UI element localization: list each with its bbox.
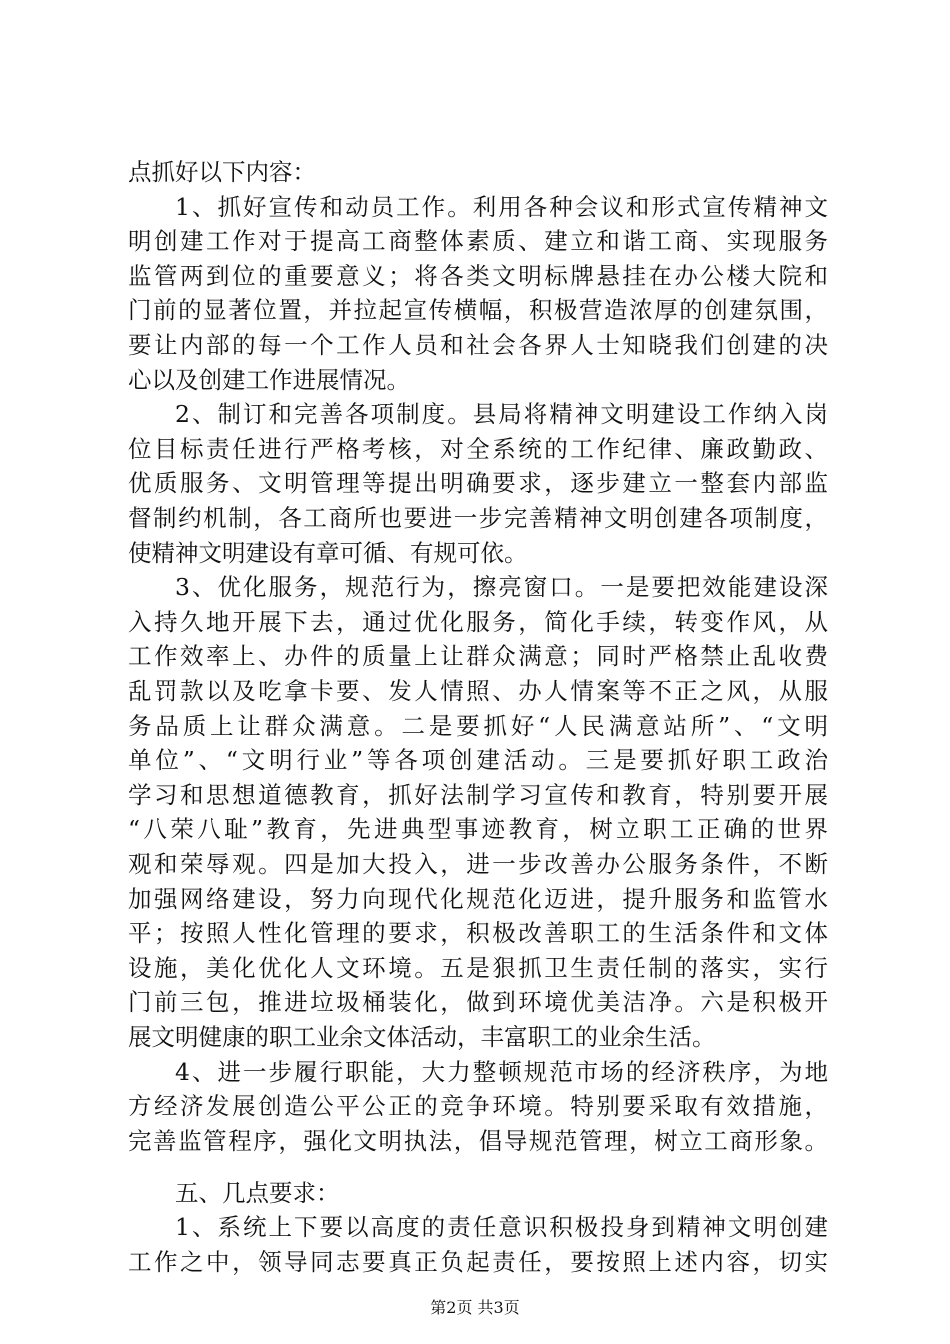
text-line: “八荣八耻”教育，先进典型事迹教育，树立职工正确的世界 [128,815,828,843]
text-line: 明创建工作对于提高工商整体素质、建立和谐工商、实现服务 [128,227,828,255]
text-line: 加强网络建设，努力向现代化规范化迈进，提升服务和监管水 [128,885,828,913]
text-line: 监管两到位的重要意义；将各类文明标牌悬挂在办公楼大院和 [128,262,828,290]
text-line: 优质服务、文明管理等提出明确要求，逐步建立一整套内部监 [128,469,828,497]
paragraph-first-line: 1、抓好宣传和动员工作。利用各种会议和形式宣传精神文 [175,193,828,221]
text-line: 展文明健康的职工业余文体活动，丰富职工的业余生活。 [128,1023,716,1051]
text-line: 务品质上让群众满意。二是要抓好“人民满意站所”、“文明 [128,712,828,740]
paragraph-first-line: 1、系统上下要以高度的责任意识积极投身到精神文明创建 [175,1213,828,1241]
text-line: 心以及创建工作进展情况。 [128,366,410,394]
text-line: 设施，美化优化人文环境。五是狠抓卫生责任制的落实，实行 [128,954,828,982]
text-line: 乱罚款以及吃拿卡要、发人情照、办人情案等不正之风，从服 [128,677,828,705]
text-line: 督制约机制，各工商所也要进一步完善精神文明创建各项制度， [128,504,828,532]
page-footer: 第2页 共3页 [430,1298,520,1317]
paragraph-first-line: 3、优化服务，规范行为，擦亮窗口。一是要把效能建设深 [175,573,828,601]
text-line: 完善监管程序，强化文明执法，倡导规范管理，树立工商形象。 [128,1127,828,1155]
text-line: 入持久地开展下去，通过优化服务，简化手续，转变作风，从 [128,608,828,636]
text-line: 位目标责任进行严格考核，对全系统的工作纪律、廉政勤政、 [128,435,828,463]
text-line: 方经济发展创造公平公正的竞争环境。特别要采取有效措施， [128,1092,828,1120]
text-line: 工作效率上、办件的质量上让群众满意；同时严格禁止乱收费 [128,642,828,670]
section-heading: 五、几点要求： [175,1179,340,1207]
text-line: 要让内部的每一个工作人员和社会各界人士知晓我们创建的决 [128,331,828,359]
text-line: 观和荣辱观。四是加大投入，进一步改善办公服务条件，不断 [128,850,828,878]
text-line: 单位”、“文明行业”等各项创建活动。三是要抓好职工政治 [128,746,828,774]
paragraph-first-line: 2、制订和完善各项制度。县局将精神文明建设工作纳入岗 [175,400,828,428]
text-line: 工作之中，领导同志要真正负起责任，要按照上述内容，切实 [128,1248,828,1276]
text-line: 使精神文明建设有章可循、有规可依。 [128,539,528,567]
paragraph-first-line: 4、进一步履行职能，大力整顿规范市场的经济秩序，为地 [175,1058,828,1086]
text-line: 门前的显著位置，并拉起宣传横幅，积极营造浓厚的创建氛围， [128,296,828,324]
text-line: 学习和思想道德教育，抓好法制学习宣传和教育，特别要开展 [128,781,828,809]
text-line: 门前三包，推进垃圾桶装化，做到环境优美洁净。六是积极开 [128,988,828,1016]
text-line: 平；按照人性化管理的要求，积极改善职工的生活条件和文体 [128,919,828,947]
text-line: 点抓好以下内容： [128,158,316,186]
